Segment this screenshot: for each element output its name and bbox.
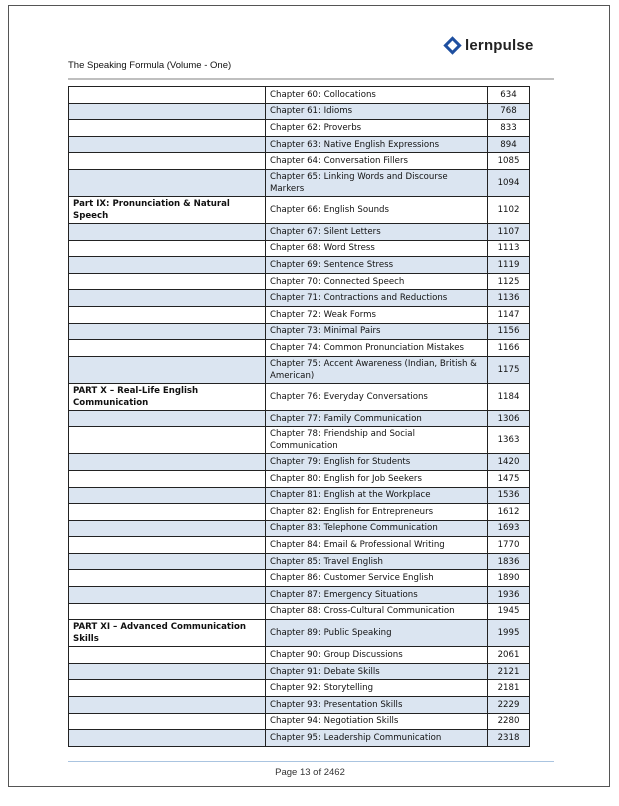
part-cell [69,87,266,104]
page-cell: 1166 [488,340,530,357]
table-row [69,87,530,104]
chapter-cell: Chapter 76: Everyday Conversations [266,383,488,410]
page-cell: 1094 [488,169,530,196]
part-cell [69,730,266,747]
part-cell [69,257,266,274]
page-cell: 1184 [488,383,530,410]
part-cell [69,340,266,357]
chapter-cell: Chapter 86: Customer Service English [266,570,488,587]
page-number: Page 13 of 2462 [275,767,345,778]
chapter-cell: Chapter 93: Presentation Skills [266,697,488,714]
page-cell: 2318 [488,730,530,747]
part-cell [69,410,266,427]
part-cell [69,120,266,137]
page-cell: 2181 [488,680,530,697]
chapter-cell: Chapter 80: English for Job Seekers [266,470,488,487]
page-cell: 1936 [488,587,530,604]
page-cell: 1306 [488,410,530,427]
table-row [69,169,530,196]
chapter-cell: Chapter 64: Conversation Fillers [266,153,488,170]
chapter-cell: Chapter 61: Idioms [266,103,488,120]
chapter-cell: Chapter 73: Minimal Pairs [266,323,488,340]
page-cell: 2280 [488,713,530,730]
table-row [69,553,530,570]
chapter-cell: Chapter 92: Storytelling [266,680,488,697]
part-cell [69,169,266,196]
table-row [69,136,530,153]
document-title: The Speaking Formula (Volume - One) [68,60,232,71]
part-cell [69,427,266,454]
part-cell [69,356,266,383]
header-divider [68,78,554,80]
chapter-cell: Chapter 87: Emergency Situations [266,587,488,604]
table-row [69,730,530,747]
table-row [69,427,530,454]
table-row [69,620,530,647]
part-cell [69,487,266,504]
part-cell [69,223,266,240]
page-cell: 1995 [488,620,530,647]
part-cell [69,570,266,587]
page-cell: 1836 [488,553,530,570]
part-cell [69,470,266,487]
chapter-cell: Chapter 85: Travel English [266,553,488,570]
chapter-cell: Chapter 88: Cross-Cultural Communication [266,603,488,620]
page-cell: 1113 [488,240,530,257]
part-cell [69,240,266,257]
part-cell: PART XI – Advanced Communication Skills [69,620,266,647]
part-cell [69,647,266,664]
part-cell [69,454,266,471]
table-row [69,537,530,554]
chapter-cell: Chapter 63: Native English Expressions [266,136,488,153]
page-cell: 1420 [488,454,530,471]
table-row [69,504,530,521]
table-row [69,470,530,487]
page-cell: 634 [488,87,530,104]
part-cell [69,697,266,714]
brand-name: lernpulse [465,37,534,54]
table-row [69,663,530,680]
chapter-cell: Chapter 81: English at the Workplace [266,487,488,504]
part-cell [69,663,266,680]
part-cell [69,273,266,290]
page-cell: 1175 [488,356,530,383]
page-cell: 894 [488,136,530,153]
table-of-contents [68,86,530,747]
page-cell: 1156 [488,323,530,340]
page-cell: 1693 [488,520,530,537]
page-cell: 1147 [488,306,530,323]
table-row [69,647,530,664]
table-row [69,103,530,120]
table-row [69,153,530,170]
chapter-cell: Chapter 70: Connected Speech [266,273,488,290]
table-row [69,290,530,307]
chapter-cell: Chapter 75: Accent Awareness (Indian, British & American) [266,356,488,383]
part-cell [69,103,266,120]
chapter-cell: Chapter 90: Group Discussions [266,647,488,664]
page-cell: 2061 [488,647,530,664]
page-cell: 1612 [488,504,530,521]
chapter-cell: Chapter 94: Negotiation Skills [266,713,488,730]
chapter-cell: Chapter 78: Friendship and Social Communication [266,427,488,454]
part-cell [69,306,266,323]
chapter-cell: Chapter 95: Leadership Communication [266,730,488,747]
part-cell [69,290,266,307]
page-cell: 1945 [488,603,530,620]
table-row [69,273,530,290]
chapter-cell: Chapter 83: Telephone Communication [266,520,488,537]
table-row [69,587,530,604]
chapter-cell: Chapter 68: Word Stress [266,240,488,257]
part-cell [69,323,266,340]
part-cell [69,136,266,153]
chapter-cell: Chapter 67: Silent Letters [266,223,488,240]
part-cell [69,537,266,554]
document-page [8,5,610,787]
part-cell: PART X – Real-Life English Communication [69,383,266,410]
part-cell [69,713,266,730]
page-cell: 1085 [488,153,530,170]
table-row [69,487,530,504]
page-cell: 768 [488,103,530,120]
brand-logo [446,37,534,54]
table-row [69,356,530,383]
page-cell: 1536 [488,487,530,504]
chapter-cell: Chapter 74: Common Pronunciation Mistakes [266,340,488,357]
page-cell: 1136 [488,290,530,307]
diamond-logo-icon [443,36,461,54]
page-cell: 2229 [488,697,530,714]
page-cell: 1119 [488,257,530,274]
footer-divider [68,761,554,762]
chapter-cell: Chapter 91: Debate Skills [266,663,488,680]
table-row [69,570,530,587]
table-row [69,410,530,427]
part-cell [69,504,266,521]
page-cell: 1125 [488,273,530,290]
page-cell: 1107 [488,223,530,240]
chapter-cell: Chapter 89: Public Speaking [266,620,488,647]
chapter-cell: Chapter 66: English Sounds [266,196,488,223]
table-row [69,223,530,240]
chapter-cell: Chapter 79: English for Students [266,454,488,471]
table-row [69,257,530,274]
table-row [69,120,530,137]
page-cell: 1475 [488,470,530,487]
table-row [69,196,530,223]
table-row [69,323,530,340]
chapter-cell: Chapter 77: Family Communication [266,410,488,427]
part-cell [69,153,266,170]
page-cell: 1890 [488,570,530,587]
chapter-cell: Chapter 84: Email & Professional Writing [266,537,488,554]
table-row [69,713,530,730]
chapter-cell: Chapter 60: Collocations [266,87,488,104]
part-cell [69,587,266,604]
page-cell: 1102 [488,196,530,223]
page-cell: 1363 [488,427,530,454]
chapter-cell: Chapter 72: Weak Forms [266,306,488,323]
table-row [69,306,530,323]
part-cell: Part IX: Pronunciation & Natural Speech [69,196,266,223]
chapter-cell: Chapter 69: Sentence Stress [266,257,488,274]
table-row [69,383,530,410]
table-row [69,240,530,257]
table-row [69,340,530,357]
chapter-cell: Chapter 71: Contractions and Reductions [266,290,488,307]
part-cell [69,680,266,697]
part-cell [69,520,266,537]
part-cell [69,603,266,620]
page-cell: 2121 [488,663,530,680]
page-cell: 833 [488,120,530,137]
table-row [69,520,530,537]
table-row [69,680,530,697]
table-row [69,603,530,620]
part-cell [69,553,266,570]
table-row [69,454,530,471]
chapter-cell: Chapter 65: Linking Words and Discourse Markers [266,169,488,196]
chapter-cell: Chapter 62: Proverbs [266,120,488,137]
table-row [69,697,530,714]
page-cell: 1770 [488,537,530,554]
chapter-cell: Chapter 82: English for Entrepreneurs [266,504,488,521]
